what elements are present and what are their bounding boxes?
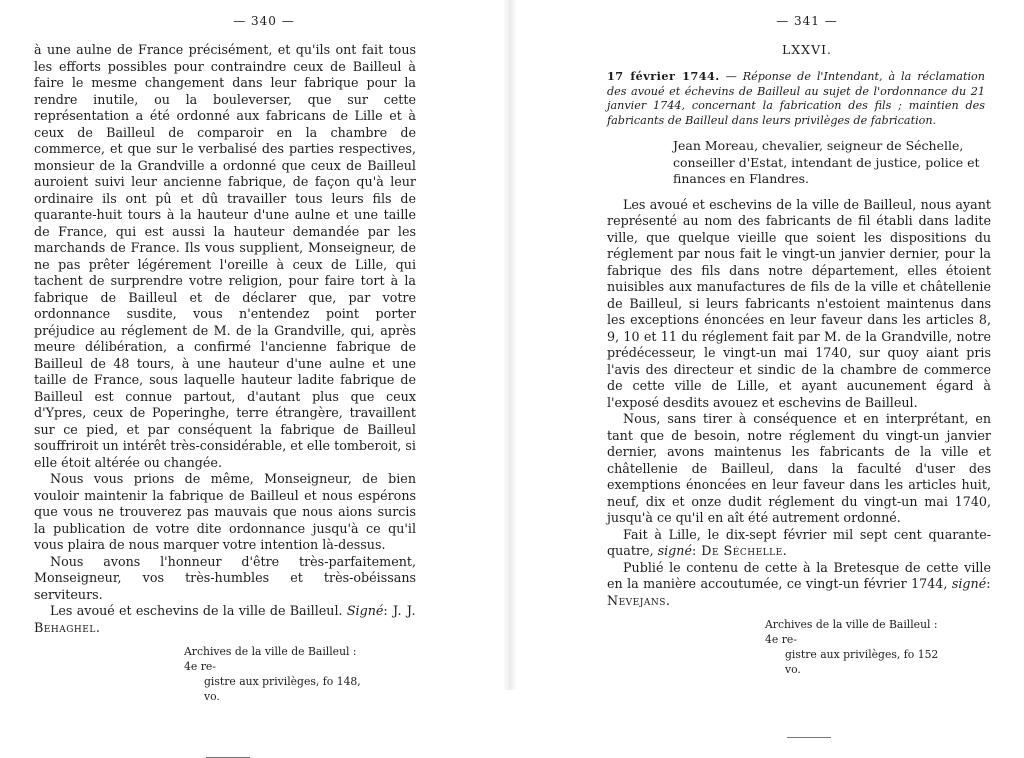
document-summary [607,69,985,128]
right-closing-text: Fait à Lille, le dix-sept février mil sept cent quarante-quatre, [607,526,991,558]
left-paragraph-3: Nous avons l'honneur d'être très-parfaitement, Monseigneur, vos très-humbles et très-obéissans serviteurs. [34,553,416,602]
left-signed-label: Signé [346,603,384,618]
page-number-left: — 340 — [233,14,295,28]
publication-text: Publié le contenu de cette à la Bretesque de cette ville en la manière accoutumée, ce vingt-un février 1744, [607,559,991,591]
right-archive-line-2: gistre aux privilèges, fo 152 vo. [785,648,939,676]
left-body-text [34,42,416,636]
left-paragraph-1: à une aulne de France précisément, et qu'ils ont fait tous les efforts possibles pour contraindre ceux de Bailleul à faire le mesme changement dans leur fabrique pour la rendre inutile, ou la bouleverser, que sur cette représentation a été ordonné aux fabricans de Lille et à ceux de Bailleul de comparoir en la chambre de commerce, et que sur le verbalisé des parties respectives, monsieur de la Grandville a ordonné que ceux de Bailleul auroient suivi leur ancienne fabrique, de façon qu'à leur ordinaire ils ont pû et dû travailler tous leurs fils de quarante-huit tours à la hauteur d'une aulne et une taille de France, qui est aussi la hauteur demandée par les marchands de France. Ils vous supplient, Monseigneur, de ne pas prêter légérement l'oreille à ceux de Lille, qui tachent de surprendre votre religion, pour faire tort à la fabrique de Bailleul et de déclarer que, par votre ordonnance susdite, vous n'entendez point porter préjudice au réglement de M. de la Grandville, qui, après meure délibération, a confirmé l'ancienne fabrique de Bailleul de 48 tours, à une hauteur d'une aulne et une taille de France, sous laquelle hauteur ladite fabrique de Bailleul est connue partout, d'autant plus que ceux d'Ypres, ceux de Poperinghe, terre étrangère, travaillent sur ce pied, et par conséquent la fabrique de Bailleul souffriroit un intérêt très-considérable, et elle tomberoit, si elle étoit altérée ou changée. [34,42,416,470]
left-archive-line-1: Archives de la ville de Bailleul : 4e re- [184,645,357,673]
publication-note [607,560,991,610]
right-page [517,0,1024,690]
left-closing [34,603,416,636]
right-body-text [607,197,991,610]
book-gutter [503,0,517,690]
page-number-right: — 341 — [776,14,838,28]
left-paragraph-2: Nous vous prions de même, Monseigneur, de bien vouloir maintenir la fabrique de Bailleul et nous espérons que vous ne trouverez pas mauvais que nous aions surcis la publication de votre dite ordonnance jusqu'à ce qu'il vous plaira de nous marquer votre intention là-dessus. [34,471,416,552]
right-paragraph-1: Les avoué et eschevins de la ville de Bailleul, nous ayant représenté au nom des fabricants de fil établi dans ladite ville, que quelque vieille que soient les dispositions du réglement par nous fait le vingt-un janvier dernier, pour la fabrique des fils dans notre département, elles étoient nuisibles aux manufactures de fils de la ville et châtellenie de Bailleul, si leurs fabricants n'estoient maintenus dans les exceptions énoncées en leur faveur dans les articles 8, 9, 10 et 11 du réglement fait par M. de la Grandville, notre prédécesseur, le vingt-un mai 1740, sur quoy aiant pris l'avis des directeur et sindic de la chambre de commerce de cette ville de Lille, et ayant aucunement égard à l'exposé desdits avouez et eschevins de Bailleul. [607,196,991,410]
summary-date: 17 février 1744. [607,69,720,83]
left-signatories: : J. J. Behaghel. [34,603,416,635]
right-signed-label: signé [657,543,692,558]
left-archive-note [184,644,364,704]
summary-text: — Réponse de l'Intendant, à la réclamation des avoué et échevins de Bailleul au sujet de l'ordonnance du 21 janvier 1744, concernant la fabrication des fils ; maintien des fabricants de Bailleul dans leurs privilèges de fabrication. [607,70,985,127]
document-number: LXXVI. [781,42,833,57]
left-closing-text: Les avoué et eschevins de la ville de Bailleul. [50,603,343,618]
right-signatory: : De Séchelle. [691,543,788,558]
right-paragraph-2: Nous, sans tirer à conséquence et en interprétant, en tant que de besoin, notre réglement du vingt-un janvier dernier, avons maintenus les fabricants de la ville et châtellenie de Bailleul, dans la faculté d'user des exemptions énoncées en leur faveur dans les articles huit, neuf, dix et onze dudit réglement du vingt-un mai 1740, jusqu'à ce qu'il en aît été autrement ordonné. [607,411,991,525]
right-footer-rule [787,737,831,738]
left-page [0,0,503,703]
right-archive-line-1: Archives de la ville de Bailleul : 4e re- [765,618,938,646]
publication-signed-label: signé [951,576,987,591]
intitule: Jean Moreau, chevalier, seigneur de Séchelle, conseiller d'Estat, intendant de justice, police et finances en Flandres. [673,138,980,186]
right-archive-note [765,617,945,677]
right-closing [607,527,991,560]
publication-signatory: : Nevejans. [607,576,991,608]
left-archive-line-2: gistre aux privilèges, fo 148, vo. [204,675,361,703]
